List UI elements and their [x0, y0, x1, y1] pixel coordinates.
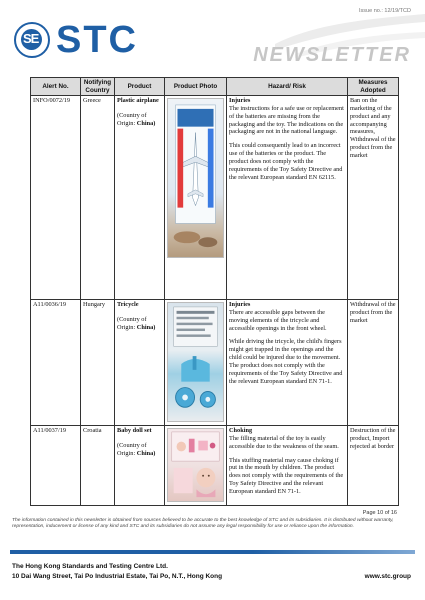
disclaimer-text: The information contained in this newsletter is obtained from sources believed to be accurate to the best knowledge of STC and its subsidiaries. It is distributed without warranty, representation, inducement or license of any kind and STC and its subsidiaries do not assume any legal responsibility for use or reliance upon the information.	[12, 518, 394, 530]
website-link[interactable]: www.stc.group	[364, 573, 411, 580]
measures-cell: Destruction of the product, Import rejected at border	[348, 426, 399, 506]
footer-divider	[10, 550, 415, 554]
hazard-cell	[227, 426, 348, 506]
hazard-cell	[227, 300, 348, 426]
origin-value: China)	[136, 449, 156, 457]
hazard-paragraph: This stuffing material may cause choking if put in the mouth by children. The product does not comply with the requirements of the Toy Safety Directive and the relevant European standard EN 71-1.	[229, 456, 344, 496]
product-name: Tricycle	[117, 301, 139, 308]
toy-airplane-photo	[167, 98, 224, 258]
origin-label: (Country of Origin:	[117, 111, 147, 127]
alert-no-cell: INFO/0072/19	[31, 96, 81, 300]
alert-no-cell: A11/0036/19	[31, 300, 81, 426]
column-header-photo: Product Photo	[165, 78, 227, 96]
baby-doll-set-photo	[167, 428, 224, 502]
page-number: Page 10 of 16	[362, 510, 397, 516]
alert-no-cell: A11/0037/19	[31, 426, 81, 506]
stc-seal-icon	[14, 22, 50, 58]
origin-label: (Country of Origin:	[117, 441, 147, 457]
column-header-product: Product	[115, 78, 165, 96]
company-address: 10 Dai Wang Street, Tai Po Industrial Estate, Tai Po, N.T., Hong Kong	[12, 573, 223, 580]
country-cell: Greece	[81, 96, 115, 300]
measures-cell: Withdrawal of the product from the market	[348, 300, 399, 426]
product-name: Baby doll set	[117, 427, 152, 434]
column-header-alert-no: Alert No.	[31, 78, 81, 96]
company-name: The Hong Kong Standards and Testing Centre Ltd.	[12, 563, 168, 570]
origin-value: China)	[136, 119, 156, 127]
photo-cell	[165, 96, 227, 300]
origin-value: China)	[136, 323, 156, 331]
issue-number: Issue no.: 12/19/TCD	[359, 8, 411, 14]
stc-logo	[14, 19, 184, 61]
table-header-row	[31, 78, 399, 96]
newsletter-title: NEWSLETTER	[253, 44, 411, 66]
product-cell	[115, 96, 165, 300]
product-cell	[115, 426, 165, 506]
photo-cell	[165, 300, 227, 426]
country-cell: Croatia	[81, 426, 115, 506]
hazard-paragraph: The instructions for a safe use or replacement of the batteries are missing from the packaging and the toy. The indications on the packaging are not in the national language.	[229, 104, 344, 136]
table-row	[31, 300, 399, 426]
origin-label: (Country of Origin:	[117, 315, 147, 331]
country-cell: Hungary	[81, 300, 115, 426]
hazard-title: Choking	[229, 427, 253, 434]
hazard-title: Injuries	[229, 97, 251, 104]
measures-cell: Ban on the marketing of the product and any accompanying measures, Withdrawal of the product from the market	[348, 96, 399, 300]
alerts-table	[30, 77, 399, 506]
product-name: Plastic airplane	[117, 97, 159, 104]
product-cell	[115, 300, 165, 426]
hazard-paragraph: There are accessible gaps between the moving elements of the tricycle and accessible openings in the front wheel.	[229, 308, 327, 332]
column-header-country: Notifying Country	[81, 78, 115, 96]
column-header-hazard: Hazard/ Risk	[227, 78, 348, 96]
logo-glyph: SE	[23, 31, 39, 46]
logo-wordmark: STC	[56, 19, 138, 61]
table-row	[31, 96, 399, 300]
hazard-paragraph: The filling material of the toy is easily accessible due to the weakness of the seam.	[229, 434, 339, 450]
hazard-title: Injuries	[229, 301, 251, 308]
photo-cell	[165, 426, 227, 506]
hazard-cell	[227, 96, 348, 300]
table-row	[31, 426, 399, 506]
hazard-paragraph: While driving the tricycle, the child's fingers might get trapped in the openings and the child could be injured due to the movement. The product does not comply with the requirements of the Toy Safety Directive and the relevant European standard EN 71-1.	[229, 338, 343, 385]
column-header-measures: Measures Adopted	[348, 78, 399, 96]
hazard-paragraph: This could consequently lead to an incorrect use of the batteries or the product. The product does not comply with the requirements of the Toy Safety Directive and the relevant European standard EN 62115.	[229, 142, 343, 181]
tricycle-photo	[167, 302, 224, 422]
